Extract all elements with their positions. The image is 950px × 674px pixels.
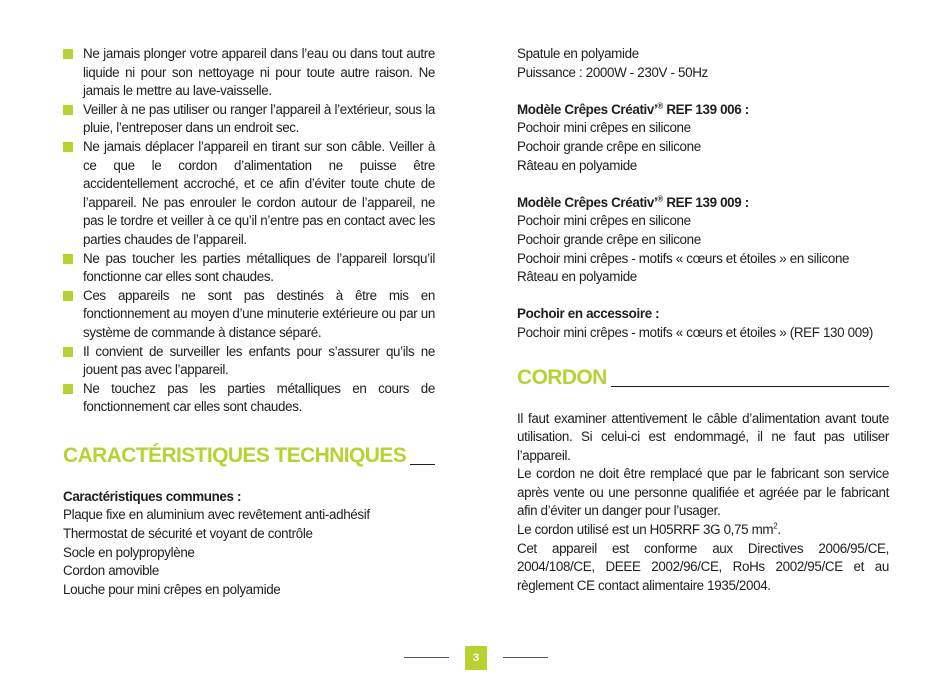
common-item: Plaque fixe en aluminium avec revêtement anti-adhésif [63,507,370,523]
left-column [63,45,435,599]
model-heading: Modèle Crêpes Créativ’® REF 139 009 : [517,194,749,210]
model-item: Râteau en polyamide [517,157,637,173]
safety-item: Veiller à ne pas utiliser ou ranger l’appareil à l’extérieur, sous la pluie, l’entreposer dans un endroit sec. [63,101,435,138]
title-rule [410,464,435,465]
page-number: 3 [465,646,487,670]
model-item: Râteau en polyamide [517,269,637,285]
safety-item: Ne jamais plonger votre appareil dans l’eau ou dans tout autre liquide ni pour son nettoyage ni pour toute autre raison. Ne jamais le mettre au lave-vaisselle. [63,45,435,101]
model-item: Pochoir grande crêpe en silicone [517,231,701,247]
safety-list [63,45,435,417]
common-item: Puissance : 2000W - 230V - 50Hz [517,64,708,80]
accessory-item: Pochoir mini crêpes - motifs « cœurs et étoiles » (REF 130 009) [517,324,874,340]
title-rule [611,386,889,387]
common-item: Thermostat de sécurité et voyant de contrôle [63,526,313,542]
safety-item: Ces appareils ne sont pas destinés à être mis en fonctionnement au moyen d’une minuterie extérieure ou par un système de commande à distance séparé. [63,287,435,343]
cordon-paragraph: Il faut examiner attentivement le câble d’alimentation avant toute utilisation. Si celui-ci est endommagé, il ne faut pas utiliser l’appareil. [517,410,889,463]
common-item: Cordon amovible [63,563,159,579]
common-heading: Caractéristiques communes : [63,488,242,504]
model-item: Pochoir mini crêpes en silicone [517,120,691,136]
safety-item: Ne jamais déplacer l’appareil en tirant sur son câble. Veiller à ce que le cordon d’alimentation ne puisse être accidentellement accroché, et ce afin d’éviter toute chute de l’appareil. Ne pas enrouler le cordon autour de l’appareil, ne pas le tordre et veiller à ce qu’il n’entre pas en contact avec les parties chaudes de l’appareil. [63,138,435,250]
model-item: Pochoir mini crêpes - motifs « cœurs et étoiles » en silicone [517,250,850,266]
model-item: Pochoir grande crêpe en silicone [517,138,701,154]
model-item: Pochoir mini crêpes en silicone [517,213,691,229]
cordon-paragraph: Le cordon ne doit être remplacé que par le fabricant son service après vente ou une personne qualifiée et agréée par le fabricant afin d’éviter un danger pour l’usager. [517,466,889,519]
safety-item: Il convient de surveiller les enfants pour s’assurer qu’ils ne jouent pas avec l’appareil. [63,343,435,380]
right-column [517,45,889,595]
cordon-paragraph: Le cordon utilisé est un H05RRF 3G 0,75 $mm^2$. [517,521,781,538]
cordon-title-text: CORDON [517,365,607,389]
accessory-heading: Pochoir en accessoire : [517,306,660,322]
common-item: Socle en polypropylène [63,544,195,560]
footer-rule-right [503,657,548,658]
tech-section-title [63,444,435,468]
common-item: Louche pour mini crêpes en polyamide [63,581,281,597]
tech-title-text: CARACTÉRISTIQUES TECHNIQUES [63,443,407,467]
common-item: Spatule en polyamide [517,46,639,61]
safety-item: Ne pas toucher les parties métalliques de l’appareil lorsqu’il fonctionne car elles sont chaudes. [63,250,435,287]
model-heading: Modèle Crêpes Créativ’® REF 139 006 : [517,101,749,117]
cordon-paragraph: Cet appareil est conforme aux Directives 2006/95/CE, 2004/108/CE, DEEE 2002/96/CE, RoHs 2002/95/CE et au règlement CE contact alimentaire 1935/2004. [517,540,889,593]
footer-rule-left [404,657,449,658]
page-footer [0,646,950,670]
cordon-section-title [517,366,889,390]
safety-item: Ne touchez pas les parties métalliques en cours de fonctionnement car elles sont chaudes. [63,380,435,417]
